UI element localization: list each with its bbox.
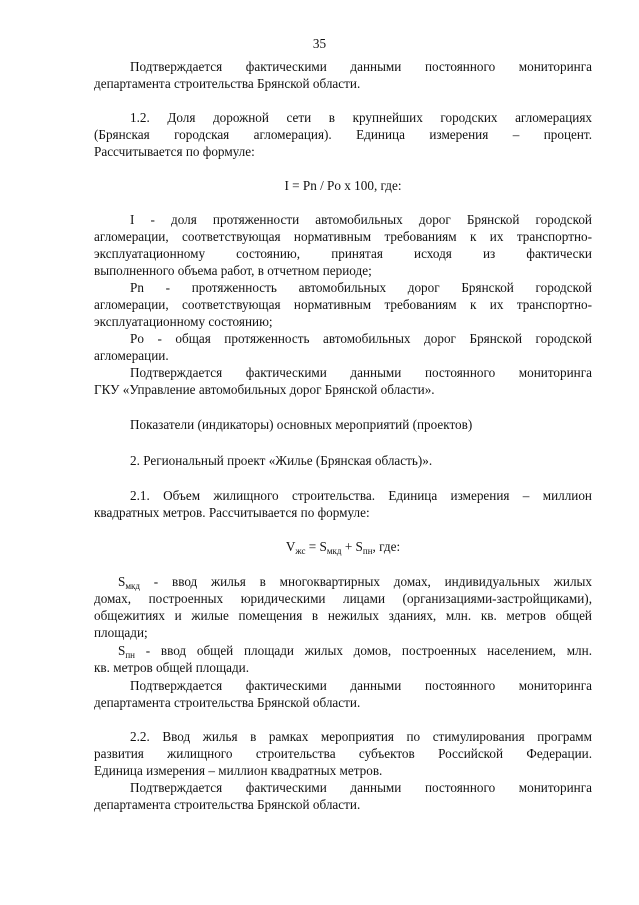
formula-road-share: I = Pn / Po x 100, где:	[284, 178, 402, 193]
paragraph-definition-spn: $S_{пн}$ - ввод общей площади жилых домов, построенных населением, млн. кв. метров общей площади.	[94, 643, 592, 675]
paragraph-confirmation-1: Подтверждается фактическими данными постоянного мониторинга департамента строительства Брянской области.	[94, 59, 592, 91]
paragraph-definition-pn: Pn - протяженность автомобильных дорог Брянской городской агломерации, соответствующая нормативным требованиям к их транспортно- эксплуатационному состоянию;	[94, 280, 592, 329]
paragraph-definition-smkd: $S_{мкд}$ - ввод жилья в многоквартирных домах, индивидуальных жилых домах, построенных юридическими лицами (организациями-застройщиками), общежитиях и жилые помещения в нежилых зданиях, млн. кв. метров общей площади;	[94, 574, 592, 640]
paragraph-indicator-2-1: 2.1. Объем жилищного строительства. Единица измерения – миллион квадратных метров. Рассчитывается по формуле:	[94, 488, 592, 520]
paragraph-definition-po: Po - общая протяженность автомобильных дорог Брянской городской агломерации.	[94, 331, 592, 363]
paragraph-definition-i: I - доля протяженности автомобильных дорог Брянской городской агломерации, соответствующая нормативным требованиям к их транспортно- эксплуатационному состоянию, принятая исходя из фактически выполненного объема работ, в отчетном периоде;	[94, 212, 592, 278]
paragraph-confirmation-2: Подтверждается фактическими данными постоянного мониторинга ГКУ «Управление автомобильных дорог Брянской области».	[94, 365, 592, 397]
paragraph-confirmation-3: Подтверждается фактическими данными постоянного мониторинга департамента строительства Брянской области.	[94, 678, 592, 710]
paragraph-indicator-1-2: 1.2. Доля дорожной сети в крупнейших городских агломерациях (Брянская городская агломерация). Единица измерения – процент. Рассчитывается по формуле:	[94, 110, 592, 159]
paragraph-confirmation-4: Подтверждается фактическими данными постоянного мониторинга департамента строительства Брянской области.	[94, 780, 592, 812]
page-number: 35	[312, 36, 327, 51]
paragraph-indicator-2-2: 2.2. Ввод жилья в рамках мероприятия по стимулирования программ развития жилищного строительства субъектов Российской Федерации. Единица измерения – миллион квадратных метров.	[94, 729, 592, 778]
formula-housing-volume: $V_{жс} = S_{мкд} + S_{пн}$, где:	[285, 539, 401, 556]
section-heading-project: 2. Региональный проект «Жилье (Брянская область)».	[130, 453, 433, 468]
section-heading-indicators: Показатели (индикаторы) основных мероприятий (проектов)	[130, 417, 473, 432]
